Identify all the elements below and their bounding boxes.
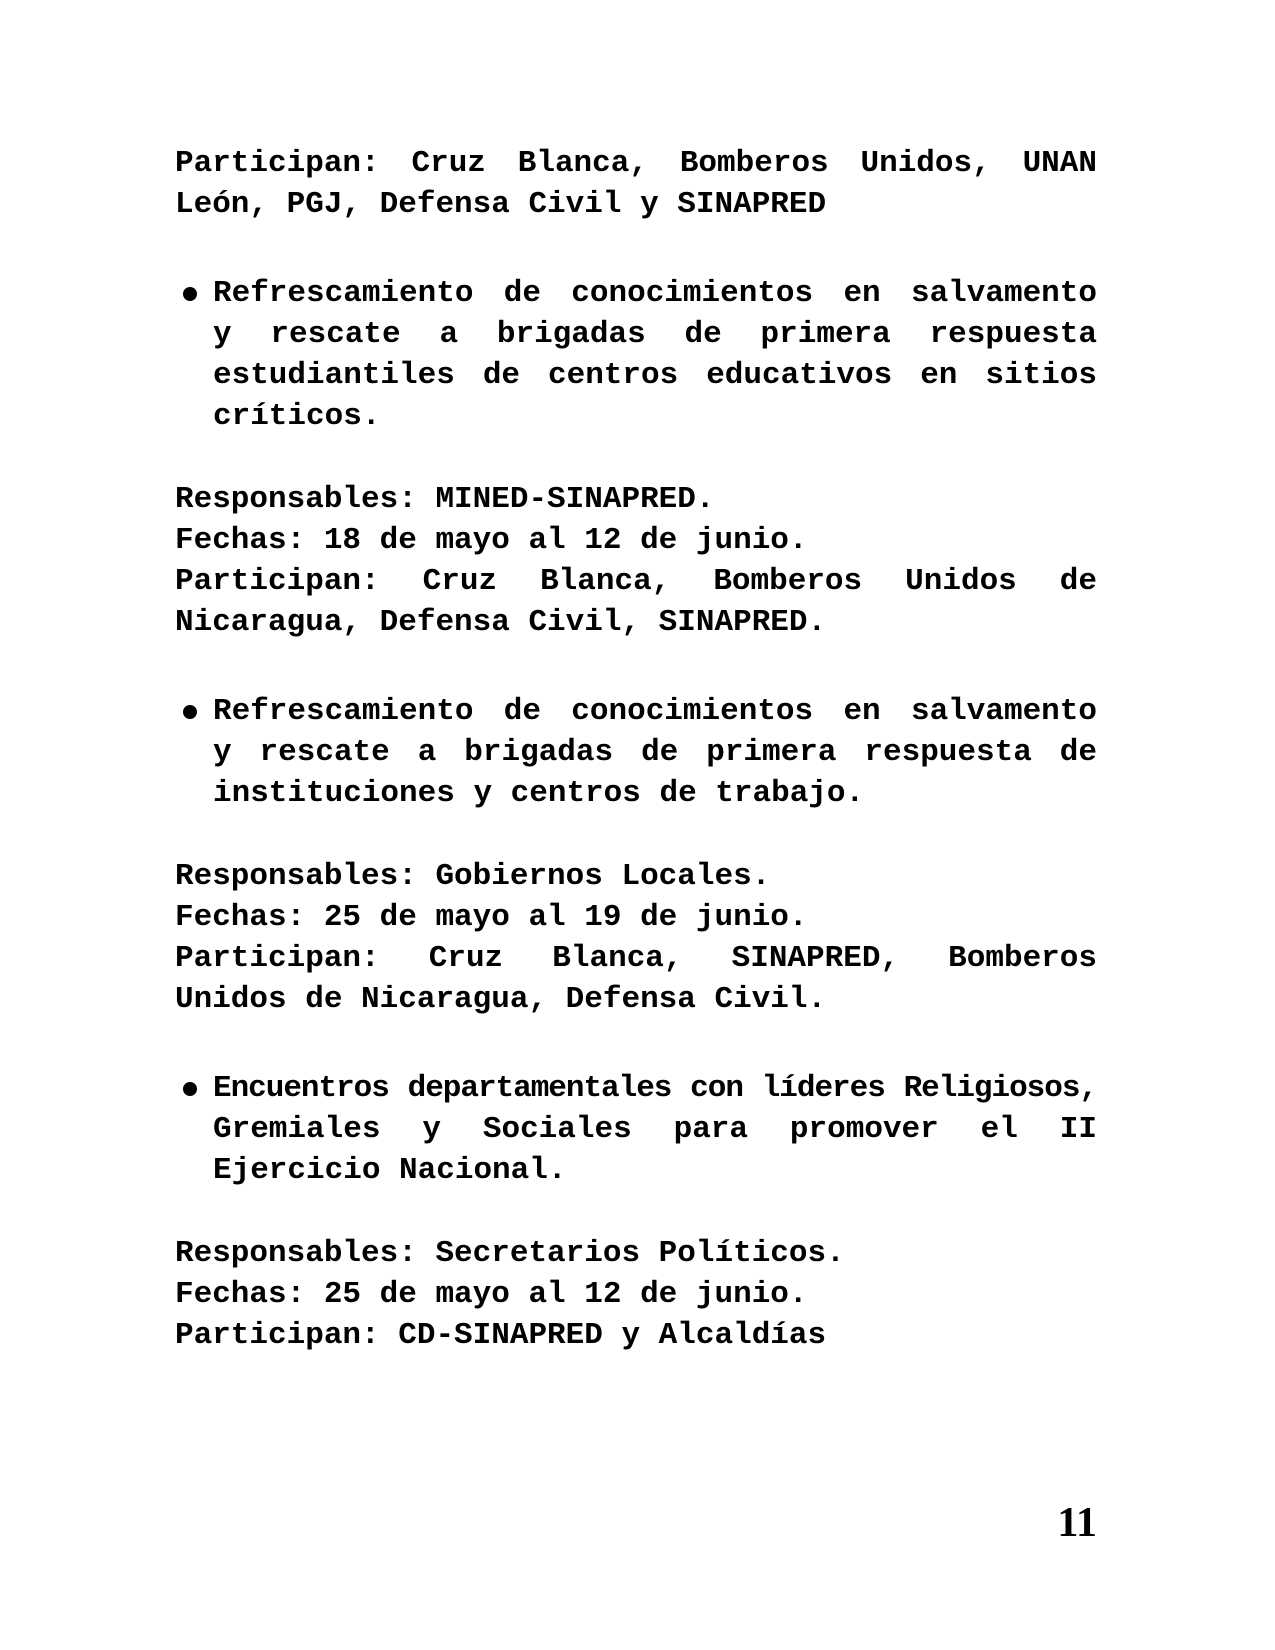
text-line: Responsables: Secretarios Políticos.: [175, 1236, 845, 1271]
bullet-list-item: [175, 691, 1097, 814]
text-line: Ejercicio Nacional.: [213, 1153, 567, 1188]
text-content: [175, 143, 1097, 1398]
bullet-list-item: [175, 1068, 1097, 1191]
text-line: estudiantiles de centros educativos en sitios: [213, 358, 1097, 393]
bullet-list-item: [175, 273, 1097, 437]
page-number: 11: [1057, 1500, 1097, 1546]
bullet-icon: [183, 287, 197, 301]
bullet-icon: [183, 705, 197, 719]
bullet-icon: [183, 1082, 197, 1096]
text-line: Fechas: 25 de mayo al 12 de junio.: [175, 1277, 808, 1312]
text-line: y rescate a brigadas de primera respuesta de: [213, 735, 1097, 770]
text-line: Responsables: MINED-SINAPRED.: [175, 482, 715, 517]
text-line: y rescate a brigadas de primera respuesta: [213, 317, 1097, 352]
paragraph: [175, 856, 1097, 1020]
text-line: Participan: Cruz Blanca, Bomberos Unidos de: [175, 564, 1097, 599]
text-line: Encuentros departamentales con líderes Religiosos,: [213, 1071, 1097, 1106]
text-line: Gremiales y Sociales para promover el II: [213, 1112, 1097, 1147]
text-line: Unidos de Nicaragua, Defensa Civil.: [175, 982, 827, 1017]
text-line: instituciones y centros de trabajo.: [213, 776, 865, 811]
text-line: Refrescamiento de conocimientos en salvamento: [213, 276, 1097, 311]
text-line: críticos.: [213, 399, 381, 434]
text-line: León, PGJ, Defensa Civil y SINAPRED: [175, 187, 827, 222]
text-line: Participan: Cruz Blanca, Bomberos Unidos, UNAN: [175, 146, 1097, 181]
text-line: Fechas: 18 de mayo al 12 de junio.: [175, 523, 808, 558]
paragraph: [175, 479, 1097, 643]
text-line: Refrescamiento de conocimientos en salvamento: [213, 694, 1097, 729]
text-line: Responsables: Gobiernos Locales.: [175, 859, 771, 894]
paragraph: [175, 143, 1097, 225]
text-line: Participan: CD-SINAPRED y Alcaldías: [175, 1318, 827, 1353]
text-line: Nicaragua, Defensa Civil, SINAPRED.: [175, 605, 827, 640]
paragraph: [175, 1233, 1097, 1356]
text-line: Fechas: 25 de mayo al 19 de junio.: [175, 900, 808, 935]
text-line: Participan: Cruz Blanca, SINAPRED, Bomberos: [175, 941, 1097, 976]
